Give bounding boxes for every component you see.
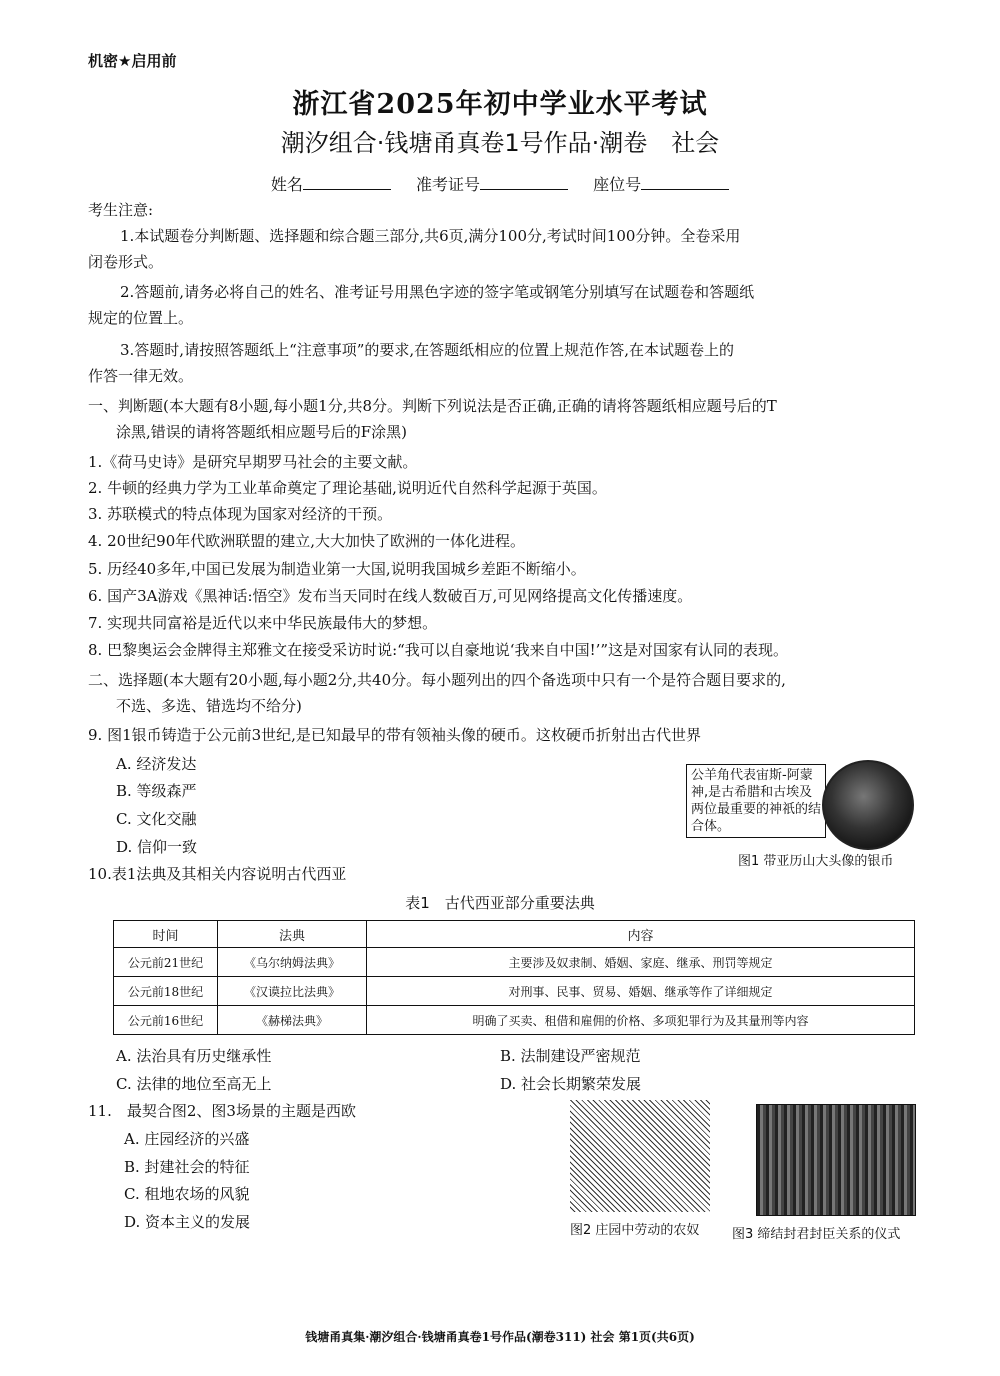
q11-option-b: B. 封建社会的特征 [124,1158,250,1176]
silver-coin-image [822,760,914,850]
field-seat-blank [641,175,729,190]
notice-item: 1.本试题卷分判断题、选择题和综合题三部分,共6页,满分100分,考试时间100分钟。全卷采用 [120,227,741,245]
q10-option-c: C. 法律的地位至高无上 [116,1075,272,1093]
table-cell: 明确了买卖、租借和雇佣的价格、多项犯罪行为及其量刑等内容 [367,1006,915,1035]
figure3-caption: 图3 缔结封君封臣关系的仪式 [732,1227,901,1242]
judge-question: 7. 实现共同富裕是近代以来中华民族最伟大的梦想。 [88,614,438,632]
figure1-annotation: 公羊角代表宙斯-阿蒙神,是古希腊和古埃及两位最重要的神祇的结合体。 [686,764,826,838]
candidate-info [0,172,1000,195]
table-cell: 《汉谟拉比法典》 [218,977,367,1006]
exam-title: 浙江省2025年初中学业水平考试 [292,89,708,120]
judge-question: 6. 国产3A游戏《黑神话:悟空》发布当天同时在线人数破百万,可见网络提高文化传播速度。 [88,587,693,605]
table-row [114,948,915,977]
table-cell: 对刑事、民事、贸易、婚姻、继承等作了详细规定 [367,977,915,1006]
exam-subtitle: 潮汐组合·钱塘甬真卷1号作品·潮卷 社会 [280,129,720,157]
notice-item: 2.答题前,请务必将自己的姓名、准考证号用黑色字迹的签字笔或钢笔分别填写在试题卷和答题纸 [120,283,755,301]
table-cell: 主要涉及奴隶制、婚姻、家庭、继承、刑罚等规定 [367,948,915,977]
table-header: 法典 [218,921,367,948]
table-row [114,977,915,1006]
table-cell: 《乌尔纳姆法典》 [218,948,367,977]
page-footer: 钱塘甬真集·潮汐组合·钱塘甬真卷1号作品(潮卷311) 社会 第1页(共6页) [305,1330,695,1344]
q10-stem: 10.表1法典及其相关内容说明古代西亚 [88,865,347,883]
table-cell: 公元前21世纪 [114,948,218,977]
q11-option-a: A. 庄园经济的兴盛 [124,1130,250,1148]
q10-option-a: A. 法治具有历史继承性 [116,1047,272,1065]
q9-option-d: D. 信仰一致 [116,838,198,856]
notice-item: 规定的位置上。 [88,309,194,327]
notice-item: 3.答题时,请按照答题纸上“注意事项”的要求,在答题纸相应的位置上规范作答,在本试题卷上的 [120,341,734,359]
table1 [113,920,915,1035]
field-id-blank [480,175,568,190]
q10-option-d: D. 社会长期繁荣发展 [500,1075,642,1093]
table-cell: 公元前18世纪 [114,977,218,1006]
q9-option-c: C. 文化交融 [116,810,197,828]
table-header: 时间 [114,921,218,948]
serf-labor-illustration [570,1100,710,1212]
q9-stem: 9. 图1银币铸造于公元前3世纪,是已知最早的带有领袖头像的硬币。这枚硬币折射出古代世界 [88,726,701,744]
judge-question: 8. 巴黎奥运会金牌得主郑雅文在接受采访时说:“我可以自豪地说‘我来自中国!’”这是对国家有认同的表现。 [88,641,789,659]
table-cell: 公元前16世纪 [114,1006,218,1035]
table-cell: 《赫梯法典》 [218,1006,367,1035]
table-row [114,1006,915,1035]
q11-option-d: D. 资本主义的发展 [124,1213,251,1231]
figure2-caption: 图2 庄园中劳动的农奴 [570,1223,700,1238]
judge-question: 5. 历经40多年,中国已发展为制造业第一大国,说明我国城乡差距不断缩小。 [88,560,586,578]
notice-item: 闭卷形式。 [88,253,164,271]
q9-option-b: B. 等级森严 [116,782,197,800]
judge-question: 3. 苏联模式的特点体现为国家对经济的干预。 [88,505,393,523]
section2-heading-cont: 不选、多选、错选均不给分) [116,697,302,715]
field-name-label: 姓名 [270,175,303,194]
field-name-blank [303,175,391,190]
figure1 [686,760,914,848]
q9-option-a: A. 经济发达 [116,755,197,773]
judge-question: 4. 20世纪90年代欧洲联盟的建立,大大加快了欧洲的一体化进程。 [88,532,526,550]
section2-heading: 二、选择题(本大题有20小题,每小题2分,共40分。每小题列出的四个备选项中只有一个是符合题目要求的, [88,671,786,689]
figure1-caption: 图1 带亚历山大头像的银币 [738,854,894,869]
notice-heading: 考生注意: [88,201,154,219]
q11-option-c: C. 租地农场的风貌 [124,1185,250,1203]
notice-item: 作答一律无效。 [88,367,194,385]
field-seat-label: 座位号 [593,175,642,194]
table1-title: 表1 古代西亚部分重要法典 [405,894,595,912]
judge-question: 1.《荷马史诗》是研究早期罗马社会的主要文献。 [88,453,418,471]
section1-heading-cont: 涂黑,错误的请将答题纸相应题号后的F涂黑) [116,423,408,441]
field-id-label: 准考证号 [415,175,480,194]
confidential-label: 机密★启用前 [88,52,177,70]
table-header-row [114,921,915,948]
q11-stem: 11. 最契合图2、图3场景的主题是西欧 [88,1102,356,1120]
vassal-ceremony-illustration [756,1104,916,1216]
q10-option-b: B. 法制建设严密规范 [500,1047,641,1065]
judge-question: 2. 牛顿的经典力学为工业革命奠定了理论基础,说明近代自然科学起源于英国。 [88,479,607,497]
table-header: 内容 [367,921,915,948]
section1-heading: 一、判断题(本大题有8小题,每小题1分,共8分。判断下列说法是否正确,正确的请将答题纸相应题号后的T [88,397,777,415]
